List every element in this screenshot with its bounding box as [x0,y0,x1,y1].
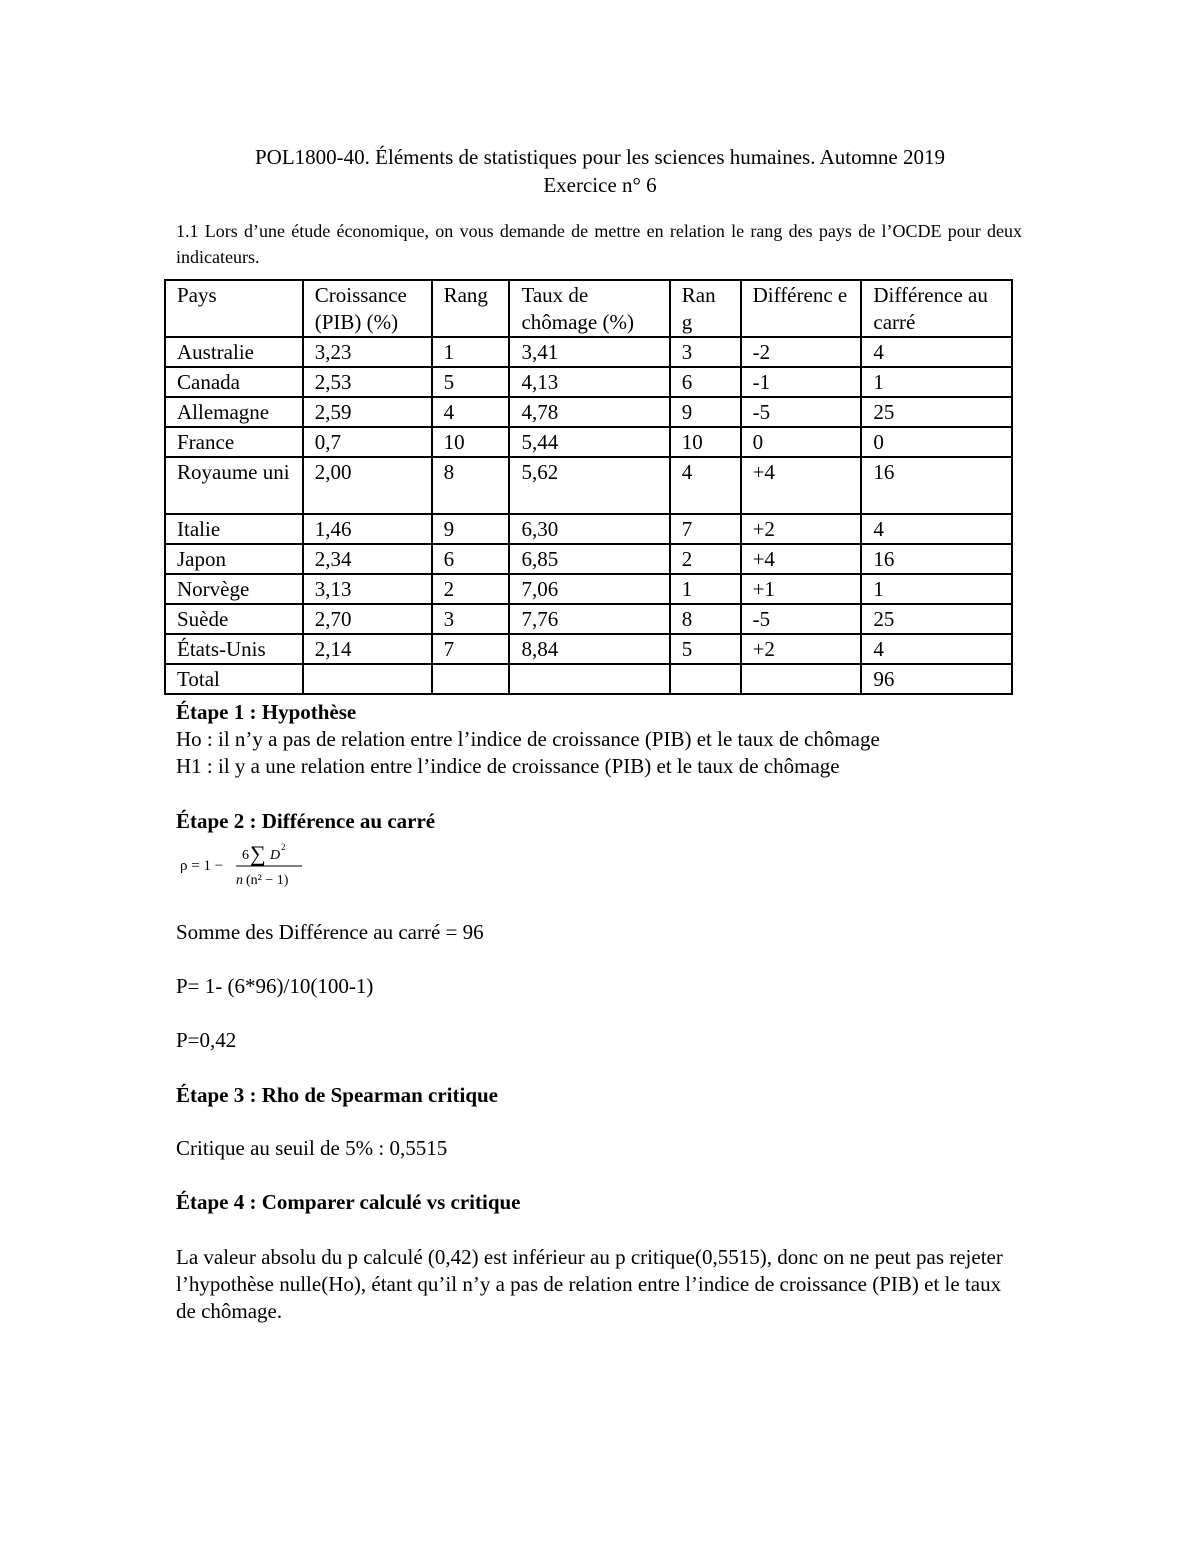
table-cell: 4,13 [509,367,669,397]
table-cell: France [165,427,303,457]
table-cell: 1 [670,574,741,604]
hypothesis-h1: H1 : il y a une relation entre l’indice de croissance (PIB) et le taux de chômage [176,754,840,778]
table-header-row [165,280,1012,337]
table-cell: +1 [741,574,862,604]
table-cell: 2 [432,574,510,604]
table-cell: 10 [670,427,741,457]
sum-line: Somme des Différence au carré = 96 [176,920,484,944]
formula-den-paren: (n² − 1) [246,873,289,888]
table-header-cell: Taux de chômage (%) [509,280,669,337]
table-cell: 4 [861,337,1012,367]
table-cell: 4 [670,457,741,514]
table-cell: 4,78 [509,397,669,427]
table-cell: 3,13 [303,574,432,604]
table-cell: -2 [741,337,862,367]
formula-var: D [270,848,281,863]
hypothesis-h0: Ho : il n’y a pas de relation entre l’indice de croissance (PIB) et le taux de chômage [176,727,880,751]
table-cell: 3,41 [509,337,669,367]
calc-line: P= 1- (6*96)/10(100-1) [176,974,374,998]
table-cell: -5 [741,397,862,427]
table-cell: 2,53 [303,367,432,397]
table-cell: 4 [861,514,1012,544]
table-cell: +2 [741,514,862,544]
step4-heading: Étape 4 : Comparer calculé vs critique [176,1190,521,1214]
table-header-cell: Différence au carré [861,280,1012,337]
table-cell: 10 [432,427,510,457]
table-row [165,514,1012,544]
table-cell: 6,85 [509,544,669,574]
table-cell: 7,06 [509,574,669,604]
table-cell: Japon [165,544,303,574]
table-cell: +2 [741,634,862,664]
table-cell: 25 [861,397,1012,427]
table-cell: 16 [861,544,1012,574]
table-cell: 0,7 [303,427,432,457]
table-cell: 1 [861,574,1012,604]
document-title [0,143,1200,199]
table-cell: 4 [861,634,1012,664]
table-cell: 1,46 [303,514,432,544]
table-cell: Allemagne [165,397,303,427]
table-cell: 7,76 [509,604,669,634]
table-cell: 5,44 [509,427,669,457]
table-cell: 8,84 [509,634,669,664]
table-cell: 6 [670,367,741,397]
table-cell: 6,30 [509,514,669,544]
result-line: P=0,42 [176,1028,237,1052]
table-cell: 1 [432,337,510,367]
table-header-cell: Pays [165,280,303,337]
table-cell: -1 [741,367,862,397]
table-cell: Canada [165,367,303,397]
table-cell: Suède [165,604,303,634]
table-header-cell: Rang [432,280,510,337]
table-row [165,604,1012,634]
table-cell: 7 [670,514,741,544]
formula-lhs: ρ = 1 − [180,858,224,874]
table-cell [670,664,741,694]
table-cell: 2 [670,544,741,574]
table-row [165,634,1012,664]
data-table-body [165,280,1012,694]
table-cell: Total [165,664,303,694]
conclusion-paragraph: La valeur absolu du p calculé (0,42) est inférieur au p critique(0,5515), donc on ne peut pas rejeter l’hypothèse nulle(Ho), étant qu’il n’y a pas de relation entre l’indice de croissance (PIB) et le taux de chômage. [176,1245,1003,1323]
table-row [165,544,1012,574]
table-cell: 3,23 [303,337,432,367]
title-line-1: POL1800-40. Éléments de statistiques pour les sciences humaines. Automne 2019 [255,145,945,169]
table-row [165,457,1012,514]
table-cell: 9 [670,397,741,427]
step1-heading: Étape 1 : Hypothèse [176,700,357,724]
table-cell: 0 [741,427,862,457]
table-cell: Norvège [165,574,303,604]
table-cell [509,664,669,694]
table-cell: 9 [432,514,510,544]
table-cell: 16 [861,457,1012,514]
table-cell [432,664,510,694]
table-row [165,574,1012,604]
title-line-2: Exercice n° 6 [543,173,657,197]
table-cell: 6 [432,544,510,574]
table-header-cell: Croissance (PIB) (%) [303,280,432,337]
table-cell: +4 [741,457,862,514]
table-cell: 5 [432,367,510,397]
table-cell: 8 [432,457,510,514]
table-cell: 8 [670,604,741,634]
table-cell: 4 [432,397,510,427]
table-row [165,664,1012,694]
table-cell: 1 [861,367,1012,397]
table-cell: Italie [165,514,303,544]
spearman-formula [178,836,318,892]
table-cell [741,664,862,694]
sigma-symbol: ∑ [250,841,266,866]
table-cell: 7 [432,634,510,664]
formula-sq: 2 [281,842,286,852]
table-cell: 3 [670,337,741,367]
table-cell: États-Unis [165,634,303,664]
table-header-cell: Différenc e [741,280,862,337]
table-cell: 2,34 [303,544,432,574]
step3-heading: Étape 3 : Rho de Spearman critique [176,1083,498,1107]
table-cell: 3 [432,604,510,634]
table-header-cell: Ran g [670,280,741,337]
table-cell: +4 [741,544,862,574]
formula-den-n: n [236,873,243,888]
table-cell: 5 [670,634,741,664]
step2-heading: Étape 2 : Différence au carré [176,809,436,833]
intro-paragraph: 1.1 Lors d’une étude économique, on vous demande de mettre en relation le rang des pays de l’OCDE pour deux indicateurs. [176,221,1022,267]
formula-coef: 6 [242,848,249,863]
critical-line: Critique au seuil de 5% : 0,5515 [176,1136,448,1160]
data-table [164,279,1013,695]
table-row [165,337,1012,367]
table-cell: 96 [861,664,1012,694]
table-cell: 25 [861,604,1012,634]
table-cell: -5 [741,604,862,634]
table-cell: 2,59 [303,397,432,427]
table-cell: 2,70 [303,604,432,634]
table-row [165,367,1012,397]
table-cell: 0 [861,427,1012,457]
table-cell: 2,00 [303,457,432,514]
table-row [165,397,1012,427]
table-cell: Royaume uni [165,457,303,514]
table-row [165,427,1012,457]
table-cell: Australie [165,337,303,367]
table-cell [303,664,432,694]
table-cell: 5,62 [509,457,669,514]
table-cell: 2,14 [303,634,432,664]
